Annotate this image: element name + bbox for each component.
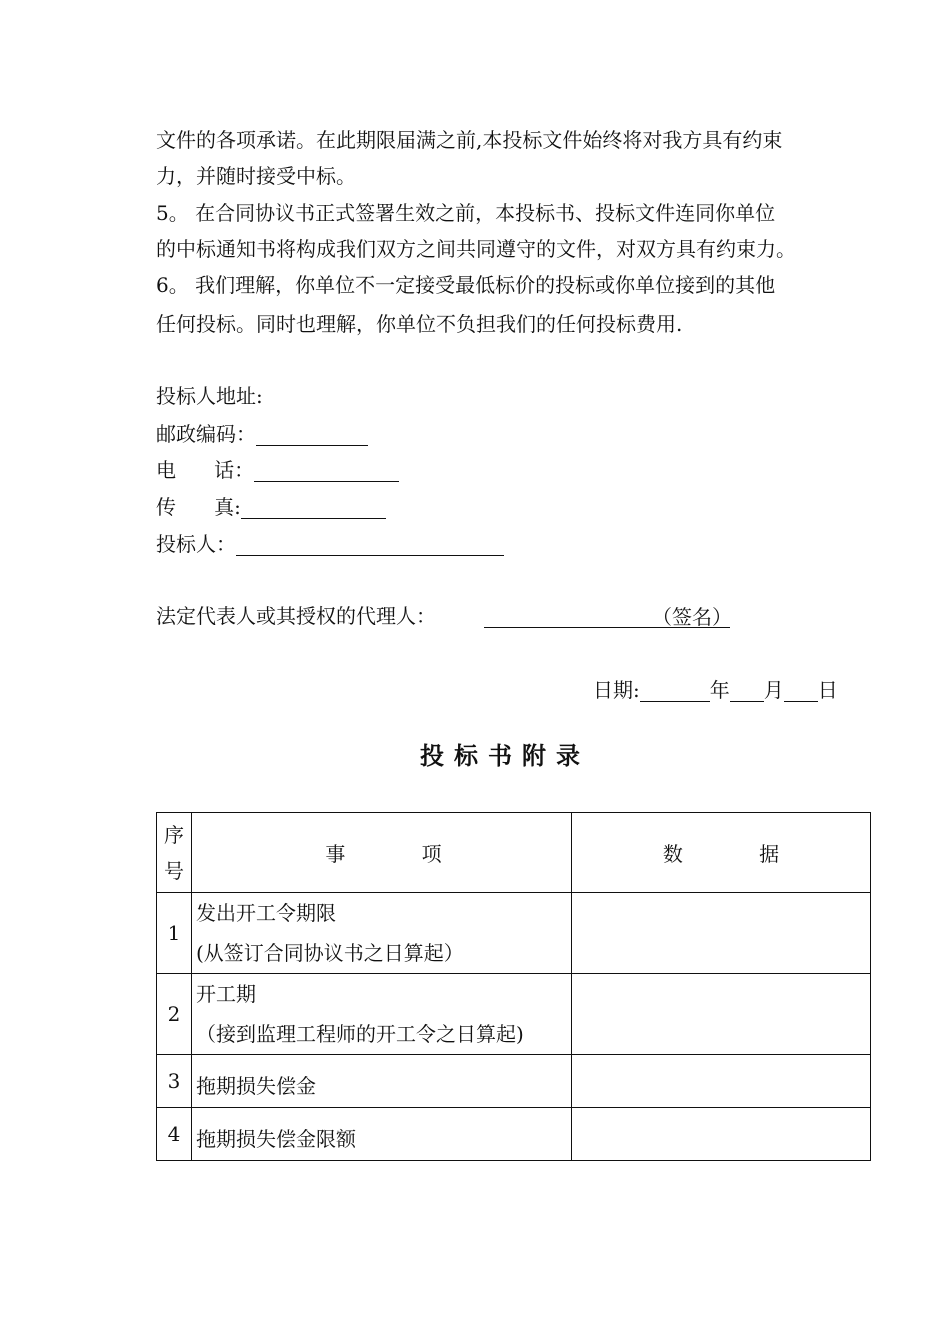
table-row [157,974,871,1055]
row-item: 发出开工令期限 (从签订合同协议书之日算起） [192,893,572,974]
paragraph-line: 任何投标。同时也理解，你单位不负担我们的任何投标费用. [156,312,683,336]
header-no: 序 号 [157,813,192,893]
fax-label: 传 真: [156,495,241,519]
table-header-row [157,813,871,893]
date-label: 日期: [593,678,640,702]
postcode-row [156,422,368,446]
phone-label: 电 话： [156,458,255,482]
month-blank[interactable] [730,679,764,702]
table-row [157,1055,871,1108]
header-data: 数 据 [572,813,871,893]
date-row [593,678,838,702]
bidder-blank[interactable] [236,533,504,556]
representative-row [156,604,730,628]
row-no: 4 [157,1108,192,1161]
table-row [157,893,871,974]
paragraph-line: 文件的各项承诺。在此期限届满之前,本投标文件始终将对我方具有约束 [156,128,783,152]
postcode-blank[interactable] [256,423,368,446]
appendix-title: 投标书附录 [420,741,590,770]
bidder-label: 投标人： [156,532,236,556]
table-row [157,1108,871,1161]
paragraph-line: 力，并随时接受中标。 [156,164,356,188]
row-no: 1 [157,893,192,974]
bidder-row [156,532,504,556]
address-label: 投标人地址: [156,384,263,408]
day-label: 日 [817,678,838,702]
header-item: 事 项 [192,813,572,893]
row-value-cell[interactable] [572,1108,871,1161]
row-no: 3 [157,1055,192,1108]
row-value-cell[interactable] [572,974,871,1055]
fax-blank[interactable] [241,496,386,519]
representative-label: 法定代表人或其授权的代理人： [156,604,436,628]
appendix-table [156,812,871,1161]
row-item: 拖期损失偿金 [192,1055,572,1108]
row-item: 开工期 （接到监理工程师的开工令之日算起) [192,974,572,1055]
day-blank[interactable] [784,679,818,702]
row-value-cell[interactable] [572,893,871,974]
paragraph-line: 6。 我们理解，你单位不一定接受最低标价的投标或你单位接到的其他 [156,273,776,297]
year-blank[interactable] [640,679,710,702]
sign-label: （签名） [652,605,732,629]
row-item: 拖期损失偿金限额 [192,1108,572,1161]
paragraph-line: 5。 在合同协议书正式签署生效之前，本投标书、投标文件连同你单位 [156,201,776,225]
row-no: 2 [157,974,192,1055]
year-label: 年 [709,678,730,702]
phone-blank[interactable] [254,459,399,482]
row-value-cell[interactable] [572,1055,871,1108]
signature-blank[interactable] [484,605,652,628]
month-label: 月 [763,678,784,702]
phone-row [156,458,399,482]
fax-row [156,495,386,519]
paragraph-line: 的中标通知书将构成我们双方之间共同遵守的文件，对双方具有约束力。 [156,237,796,261]
postcode-label: 邮政编码： [156,422,256,446]
